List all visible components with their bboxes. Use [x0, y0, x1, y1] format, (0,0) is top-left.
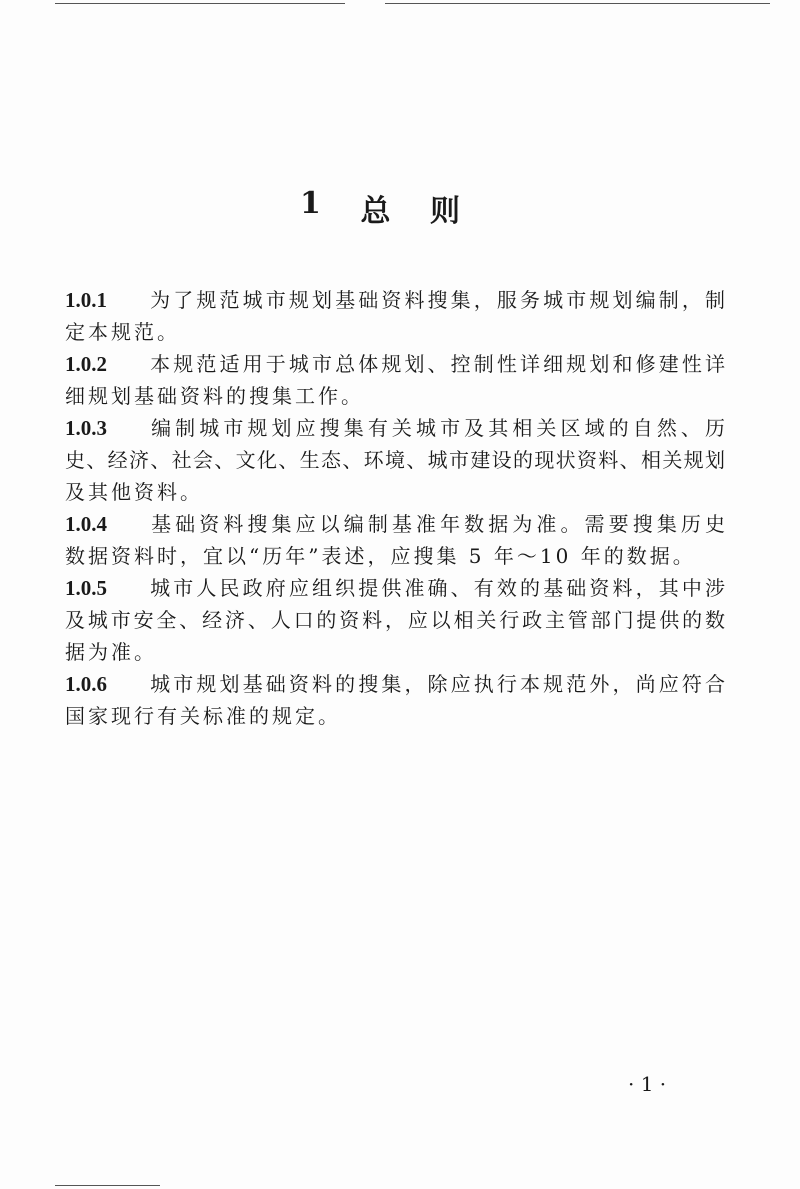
clause-text: 史、经济、社会、文化、生态、环境、城市建设的现状资料、相关规划 — [65, 448, 725, 472]
clause-text: 细规划基础资料的搜集工作。 — [65, 384, 364, 408]
clause-text: 编制城市规划应搜集有关城市及其相关区域的自然、历 — [147, 416, 725, 440]
clause-text: 据为准。 — [65, 640, 157, 664]
clause-line — [65, 414, 725, 442]
clause-text: 基础资料搜集应以编制基准年数据为准。需要搜集历史 — [147, 512, 725, 536]
chapter-word-2: 则 — [430, 194, 460, 229]
clause-number: 1.0.5 — [65, 576, 107, 600]
clause-line — [65, 702, 725, 730]
clause-text: 定本规范。 — [65, 320, 180, 344]
clause-number: 1.0.4 — [65, 512, 107, 536]
clause-number: 1.0.6 — [65, 672, 107, 696]
clause-line — [65, 542, 725, 570]
clause-text: 城市人民政府应组织提供准确、有效的基础资料，其中涉 — [147, 576, 725, 600]
clause-line — [65, 318, 725, 346]
top-rule-right — [385, 3, 770, 4]
clause-line — [65, 670, 725, 698]
clause-line — [65, 286, 725, 314]
clause-text: 城市规划基础资料的搜集，除应执行本规范外，尚应符合 — [147, 672, 725, 696]
clause-line — [65, 510, 725, 538]
clause-line — [65, 478, 725, 506]
clause-number: 1.0.1 — [65, 288, 107, 312]
clause-number: 1.0.2 — [65, 352, 107, 376]
clause-text: 及城市安全、经济、人口的资料，应以相关行政主管部门提供的数 — [65, 608, 725, 632]
clause-line — [65, 350, 725, 378]
top-rule-left — [55, 3, 345, 4]
clause-line — [65, 446, 725, 474]
clause-number: 1.0.3 — [65, 416, 107, 440]
clause-line — [65, 638, 725, 666]
clause-text: 本规范适用于城市总体规划、控制性详细规划和修建性详 — [147, 352, 725, 376]
clause-text: 国家现行有关标准的规定。 — [65, 704, 341, 728]
clause-line — [65, 574, 725, 602]
clause-text: 数据资料时，宜以“历年”表述，应搜集 5 年～10 年的数据。 — [65, 544, 696, 568]
chapter-word-1: 总 — [360, 194, 391, 229]
clause-text: 为了规范城市规划基础资料搜集，服务城市规划编制，制 — [147, 288, 725, 312]
clause-text: 及其他资料。 — [65, 480, 203, 504]
chapter-number: 1 — [300, 186, 321, 221]
bottom-rule — [55, 1185, 160, 1186]
clause-line — [65, 382, 725, 410]
chapter-title — [300, 186, 460, 230]
clause-line — [65, 606, 725, 634]
page-number: · 1 · — [628, 1072, 667, 1096]
